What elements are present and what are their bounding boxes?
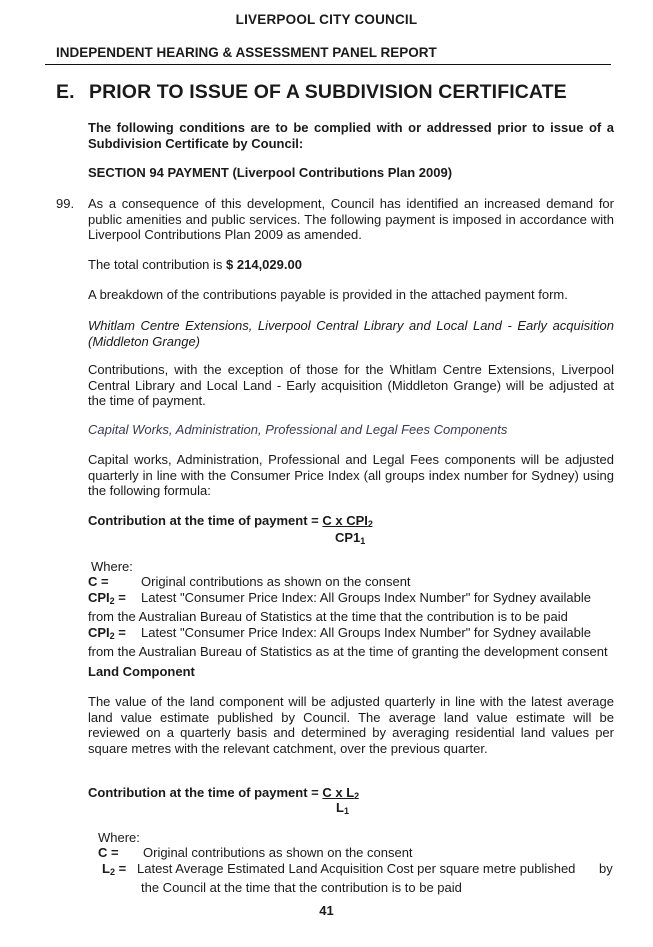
intro-paragraph: The following conditions are to be complied with or addressed prior to issue of a Subdivision Certificate by Council: <box>88 120 614 151</box>
total-amount: $ 214,029.00 <box>226 257 302 272</box>
section-title: PRIOR TO ISSUE OF A SUBDIVISION CERTIFICATE <box>89 81 567 103</box>
def-cpi1: $CPI_2$ = Latest "Consumer Price Index: All Groups Index Number" for Sydney available <box>88 624 592 641</box>
def-cpi1-cont: from the Australian Bureau of Statistics as at the time of granting the development consent <box>88 644 608 660</box>
whitlam-text: Contributions, with the exception of those for the Whitlam Centre Extensions, Liverpool Central Library and Local Land - Early acquisition (Middleton Grange) will be adjusted at the time of payment. <box>88 362 614 409</box>
cpi-definitions <box>88 574 618 660</box>
where-label-2: Where: <box>98 830 140 845</box>
def-cpi2-cont: from the Australian Bureau of Statistics at the time that the contribution is to be paid <box>88 609 568 625</box>
capital-text: Capital works, Administration, Professional and Legal Fees components will be adjusted quarterly in line with the Consumer Price Index (all groups index number for Sydney) using the following formula: <box>88 452 614 499</box>
def-l2: $L_2$ = Latest Average Estimated Land Acquisition Cost per square metre published by <box>102 860 613 877</box>
total-contribution <box>88 257 302 273</box>
section-heading <box>56 81 567 104</box>
formula-land <box>88 785 359 805</box>
def-c: C = Original contributions as shown on the consent <box>88 574 411 589</box>
formula-land-lhs: Contribution at the time of payment = <box>88 785 323 800</box>
formula-cpi-lhs: Contribution at the time of payment = <box>88 513 323 528</box>
where-label-1: Where: <box>91 559 133 574</box>
def-c-2: C = Original contributions as shown on the consent <box>98 845 413 860</box>
whitlam-heading: Whitlam Centre Extensions, Liverpool Central Library and Local Land - Early acquisition (Middleton Grange) <box>88 318 614 349</box>
formula-cpi-numerator: C x $CPI_2$ <box>322 513 373 529</box>
section-letter: E. <box>56 81 75 103</box>
land-text: The value of the land component will be adjusted quarterly in line with the latest average land value estimate published by Council. The average land value estimate will be reviewed on a quarterly basis and determined by averaging residential land values per square metres with the relevant catchment, over the previous quarter. <box>88 694 614 756</box>
report-title: INDEPENDENT HEARING & ASSESSMENT PANEL REPORT <box>56 45 437 60</box>
council-name: LIVERPOOL CITY COUNCIL <box>235 12 418 27</box>
formula-cpi-denominator: $CP1_1$ <box>335 530 366 546</box>
page-number: 41 <box>319 903 334 918</box>
total-label: The total contribution is <box>88 257 227 272</box>
condition-text: As a consequence of this development, Council has identified an increased demand for public amenities and public services. The following payment is imposed in accordance with Liverpool Contributions Plan 2009 as amended. <box>88 196 614 243</box>
formula-land-numerator: C x $L_2$ <box>322 785 360 801</box>
s94-heading: SECTION 94 PAYMENT (Liverpool Contributions Plan 2009) <box>88 165 453 180</box>
condition-number: 99. <box>56 196 75 211</box>
header-divider <box>45 64 611 65</box>
def-cpi2: $CPI_2$ = Latest "Consumer Price Index: All Groups Index Number" for Sydney available <box>88 589 592 606</box>
formula-cpi <box>88 513 373 533</box>
capital-heading: Capital Works, Administration, Professional and Legal Fees Components <box>88 422 508 437</box>
breakdown-text: A breakdown of the contributions payable is provided in the attached payment form. <box>88 287 568 302</box>
def-l2-cont: the Council at the time that the contribution is to be paid <box>141 880 462 896</box>
land-definitions <box>98 845 618 896</box>
land-heading: Land Component <box>88 664 195 679</box>
formula-land-denominator: $L_1$ <box>336 800 349 816</box>
